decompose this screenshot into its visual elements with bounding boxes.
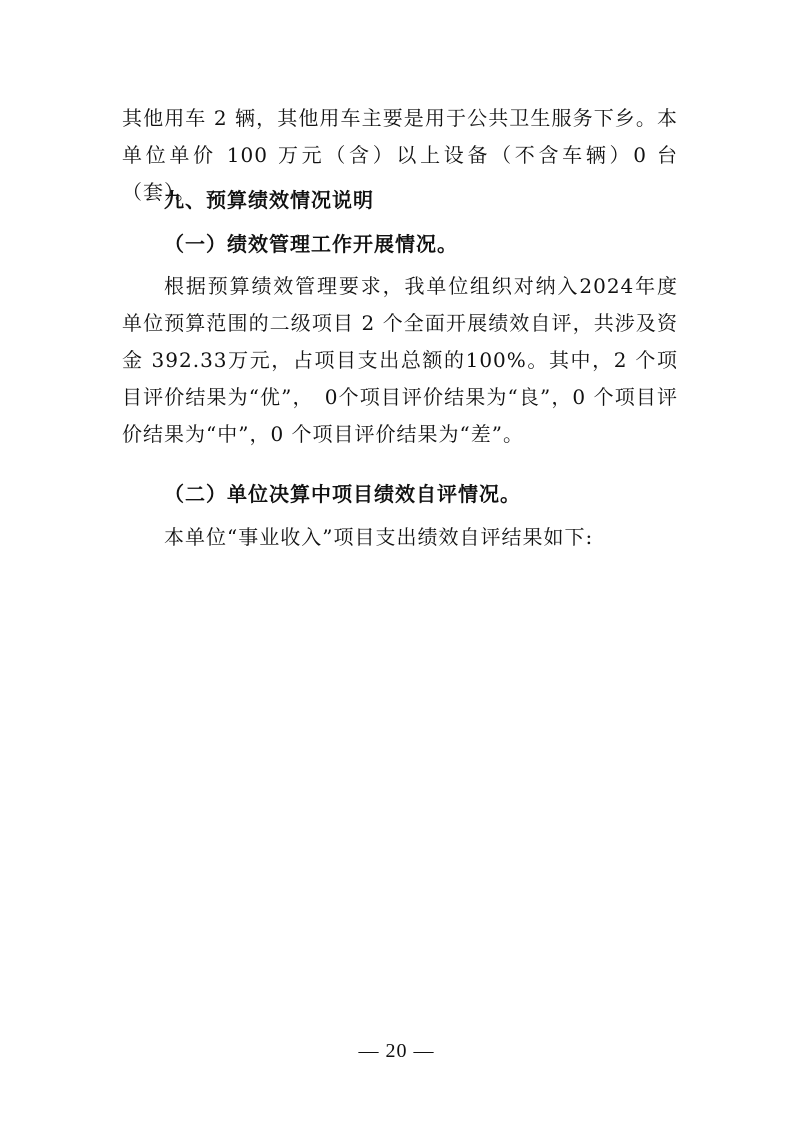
- subsection-heading-project-self-evaluation: （二）单位决算中项目绩效自评情况。: [164, 482, 521, 506]
- paragraph-performance-evaluation: 根据预算绩效管理要求，我单位组织对纳入2024年度单位预算范围的二级项目 2 个全面开展绩效自评，共涉及资金 392.33万元，占项目支出总额的100%。其中，2 个项目评价结果为“优”， 0个项目评价结果为“良”，0 个项目评价结果为“中”，0 个项目评价结果为“差”。: [122, 274, 678, 446]
- section-heading-budget-performance: 九、预算绩效情况说明: [164, 188, 374, 212]
- page-number: — 20 —: [358, 1040, 435, 1062]
- paragraph-self-evaluation-intro: 本单位“事业收入”项目支出绩效自评结果如下:: [164, 525, 594, 549]
- paragraph-vehicles: 其他用车 2 辆，其他用车主要是用于公共卫生服务下乡。本单位单价 100 万元（含）以上设备（不含车辆）0 台（套）。: [122, 106, 678, 204]
- subsection-heading-performance-management: （一）绩效管理工作开展情况。: [164, 232, 458, 256]
